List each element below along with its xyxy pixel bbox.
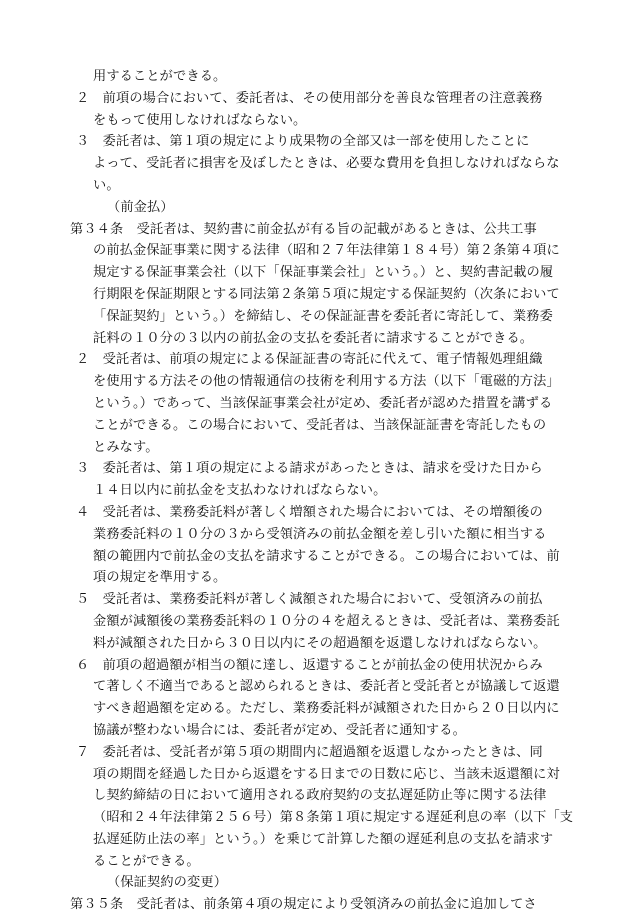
text-line: 協議が整わない場合には、委託者が定め、受託者に通知する。 (93, 722, 466, 738)
text-line: 業務委託料の１０分の３から受領済みの前払金額を差し引いた額に相当する (93, 526, 547, 542)
text-line: 額の範囲内で前払金の支払を請求することができる。この場合においては、前 (93, 548, 560, 564)
section-heading: （保証契約の変更） (107, 875, 228, 891)
article-heading-35: 第３５条 受託者は、前条第４項の規定により受領済みの前払金に追加してさ (70, 897, 537, 913)
text-line: い。 (93, 177, 120, 193)
text-line: ることができる。 (93, 853, 200, 869)
text-line: すべき超過額を定める。ただし、業務委託料が減額された日から２０日以内に (93, 701, 560, 717)
text-line: し契約締結の日において適用される政府契約の支払遅延防止等に関する法律 (93, 788, 547, 804)
text-line: 項の期間を経過した日から返還をする日までの日数に応じ、当該未返還額に対 (93, 766, 560, 782)
text-line: 用することができる。 (93, 69, 227, 84)
text-line: 項の規定を準用する。 (93, 570, 227, 586)
text-line: よって、受託者に損害を及ぼしたときは、必要な費用を負担しなければならな (93, 156, 560, 172)
article-heading-34: 第３４条 受託者は、契約書に前金払が有る旨の記載があるときは、公共工事 (70, 221, 537, 237)
text-line: 託料の１０分の３以内の前払金の支払を委託者に請求することができる。 (93, 330, 534, 346)
text-line: をもって使用しなければならない。 (93, 112, 307, 128)
text-line: ５ 受託者は、業務委託料が著しく減額された場合において、受領済みの前払 (76, 592, 543, 608)
text-line: ６ 前項の超過額が相当の額に達し、返還することが前払金の使用状況からみ (76, 657, 543, 673)
text-line: て著しく不適当であると認められるときは、委託者と受託者とが協議して返還 (93, 679, 560, 695)
text-line: ７ 委託者は、受託者が第５項の期間内に超過額を返還しなかったときは、同 (76, 744, 543, 760)
text-line: という。）であって、当該保証事業会社が定め、委託者が認めた措置を講ずる (93, 395, 553, 411)
text-line: ３ 委託者は、第１項の規定による請求があったときは、請求を受けた日から (76, 461, 543, 477)
text-line: の前払金保証事業に関する法律（昭和２７年法律第１８４号）第２条第４項に (93, 243, 560, 259)
text-line: ３ 委託者は、第１項の規定により成果物の全部又は一部を使用したことに (76, 134, 530, 150)
text-line: ４ 受託者は、業務委託料が著しく増額された場合においては、その増額後の (76, 504, 543, 520)
text-line: １４日以内に前払金を支払わなければならない。 (93, 483, 387, 499)
text-line: ２ 受託者は、前項の規定による保証証書の寄託に代えて、電子情報処理組織 (76, 352, 543, 368)
text-line: 規定する保証事業会社（以下「保証事業会社」という。）と、契約書記載の履 (93, 265, 554, 281)
text-line: とみなす。 (93, 439, 159, 455)
text-line: 料が減額された日から３０日以内にその超過額を返還しなければならない。 (93, 635, 547, 651)
text-line: を使用する方法その他の情報通信の技術を利用する方法（以下「電磁的方法」 (93, 374, 560, 390)
text-line: 行期限を保証期限とする同法第２条第５項に規定する保証契約（次条において (93, 286, 560, 302)
text-line: （昭和２４年法律第２５６号）第８条第１項に規定する遅延利息の率（以下「支 (93, 810, 574, 826)
text-line: 払遅延防止法の率」という。）を乗じて計算した額の遅延利息の支払を請求す (93, 831, 554, 847)
section-heading: （前金払） (107, 199, 174, 215)
text-line: 金額が減額後の業務委託料の１０分の４を超えるときは、受託者は、業務委託 (93, 613, 560, 629)
text-line: ２ 前項の場合において、委託者は、その使用部分を善良な管理者の注意義務 (76, 90, 543, 106)
text-line: ことができる。この場合において、受託者は、当該保証証書を寄託したもの (93, 417, 547, 433)
text-line: 「保証契約」という。）を締結し、その保証証書を委託者に寄託して、業務委 (93, 308, 553, 324)
